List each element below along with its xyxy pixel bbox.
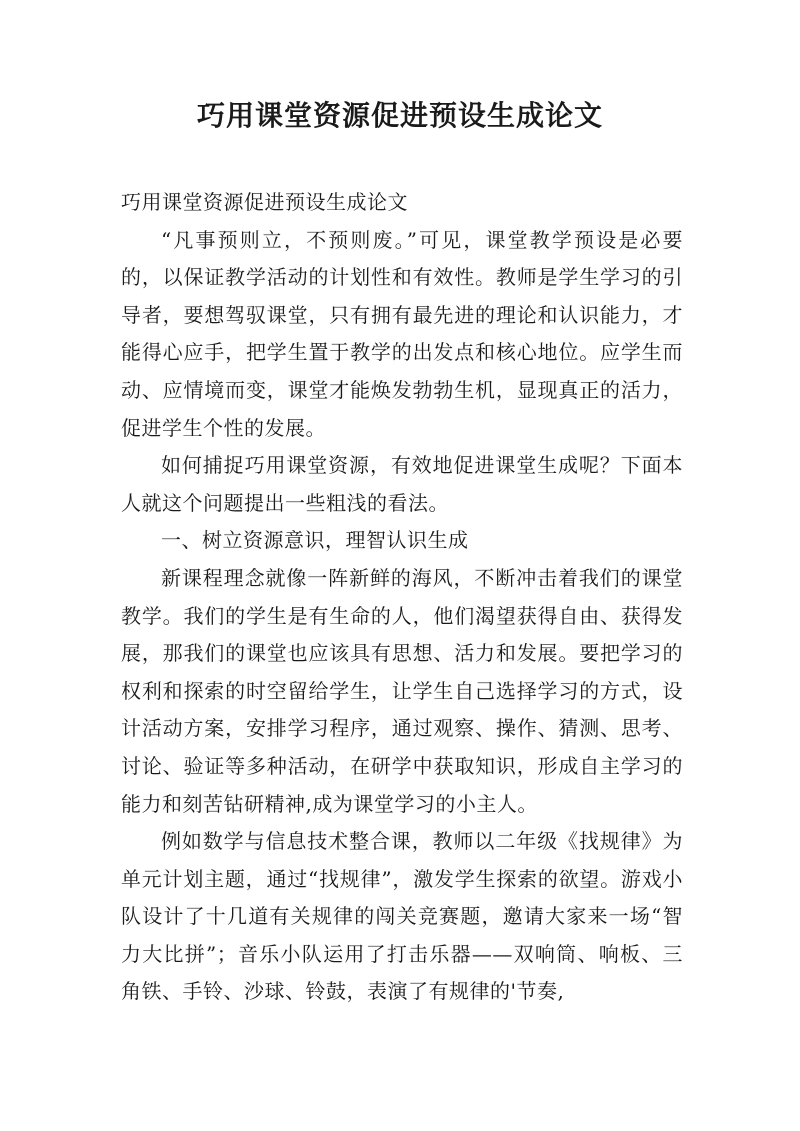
paragraph-question: 如何捕捉巧用课堂资源，有效地促进课堂生成呢？下面本人就这个问题提出一些粗浅的看法。 <box>121 453 683 515</box>
paragraph-example: 例如数学与信息技术整合课，教师以二年级《找规律》为单元计划主题，通过“找规律”，激发学生探索的欲望。游戏小队设计了十几道有关规律的闯关竞赛题，邀请大家来一场“智力大比拼”；音乐小队运用了打击乐器——双响筒、响板、三角铁、手铃、沙球、铃鼓，表演了有规律的'节奏, <box>121 829 683 1004</box>
paragraph-intro: “凡事预则立，不预则废。”可见，课堂教学预设是必要的，以保证教学活动的计划性和有效性。教师是学生学习的引导者，要想驾驭课堂，只有拥有最先进的理论和认识能力，才能得心应手，把学生置于教学的出发点和核心地位。应学生而动、应情境而变，课堂才能焕发勃勃生机，显现真正的活力，促进学生个性的发展。 <box>121 227 683 440</box>
section-heading-1: 一、树立资源意识，理智认识生成 <box>161 528 469 553</box>
paragraph-subtitle: 巧用课堂资源促进预设生成论文 <box>121 190 408 214</box>
document-title: 巧用课堂资源促进预设生成论文 <box>196 99 603 132</box>
document-body <box>121 184 683 1011</box>
paragraph-new-curriculum: 新课程理念就像一阵新鲜的海风，不断冲击着我们的课堂教学。我们的学生是有生命的人，他们渴望获得自由、获得发展，那我们的课堂也应该具有思想、活力和发展。要把学习的权利和探索的时空留给学生，让学生自己选择学习的方式，设计活动方案，安排学习程序，通过观察、操作、猜测、思考、讨论、验证等多种活动，在研学中获取知识，形成自主学习的能力和刻苦钻研精神,成为课堂学习的小主人。 <box>121 565 683 816</box>
